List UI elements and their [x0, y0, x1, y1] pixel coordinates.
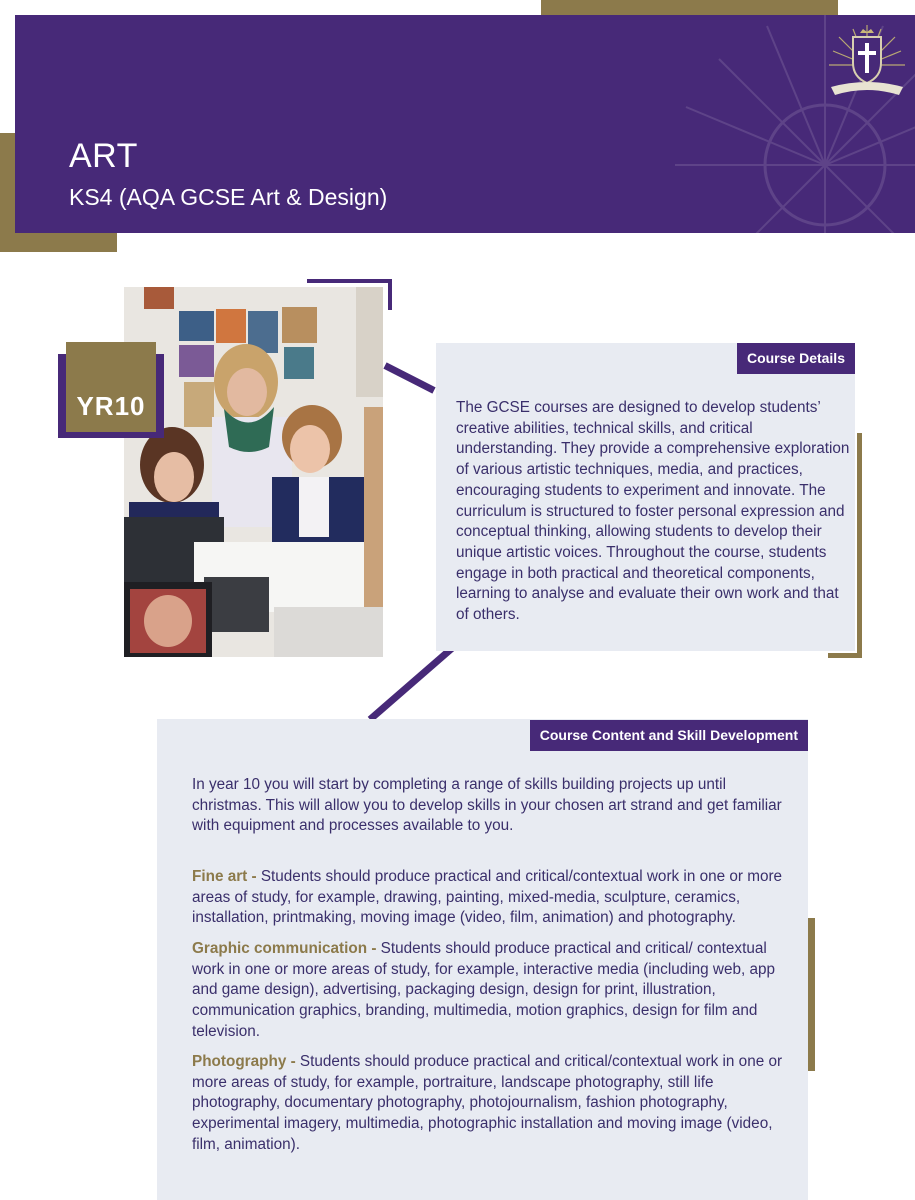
course-content-gold-accent: [807, 918, 815, 1071]
section-text: Students should produce practical and critical/contextual work in one or more areas of study, for example, drawing, painting, mixed-media, sculpture, ceramics, installation, printmaking, moving image (video, film, animation) and photography.: [192, 868, 783, 927]
school-crest-icon: [827, 23, 907, 103]
section-fine-art: [192, 867, 792, 929]
section-lead: Graphic communication -: [192, 940, 377, 957]
year-badge: YR10: [66, 342, 156, 432]
course-content-intro: In year 10 you will start by completing a range of skills building projects up until christmas. This will allow you to develop skills in your chosen art strand and get familiar with equipment and processes available to you.: [192, 776, 782, 835]
section-graphic-communication: [192, 939, 792, 1043]
classroom-photo: [124, 287, 383, 657]
section-lead: Fine art -: [192, 868, 257, 885]
section-text: Students should produce practical and critical/contextual work in one or more areas of study, for example, portraiture, landscape photography, still life photography, documentary photography, photojournalism, fashion photography, experimental imagery, multimedia, photographic installation and moving image (video, film, animation).: [192, 1053, 783, 1153]
section-photography: [192, 1052, 792, 1156]
course-content-tag: Course Content and Skill Development: [530, 720, 808, 751]
section-lead: Photography -: [192, 1053, 296, 1070]
section-text: Students should produce practical and critical/ contextual work in one or more areas of study, for example, interactive media (including web, app and game design), advertising, packaging design, design for print, illustration, communication graphics, branding, multimedia, motion graphics, design for film and television.: [192, 940, 775, 1040]
course-details-text: The GCSE courses are designed to develop students’ creative abilities, technical skills, and critical understanding. They provide a comprehensive exploration of various artistic techniques, media, and practices, encouraging students to experiment and innovate. The curriculum is structured to foster personal expression and conceptual thinking, allowing students to develop their unique artistic voices. Throughout the course, students engage in both practical and theoretical components, learning to analyse and evaluate their own work and that of others.: [456, 399, 850, 624]
connector-line-1: [383, 362, 435, 393]
header-banner: [15, 15, 915, 233]
gold-accent-top: [541, 0, 838, 15]
page-subtitle: KS4 (AQA GCSE Art & Design): [69, 184, 388, 210]
course-details-card: [436, 343, 855, 651]
course-details-tag: Course Details: [737, 343, 855, 374]
page-title: ART: [69, 137, 138, 175]
course-content-card: [157, 719, 808, 1200]
